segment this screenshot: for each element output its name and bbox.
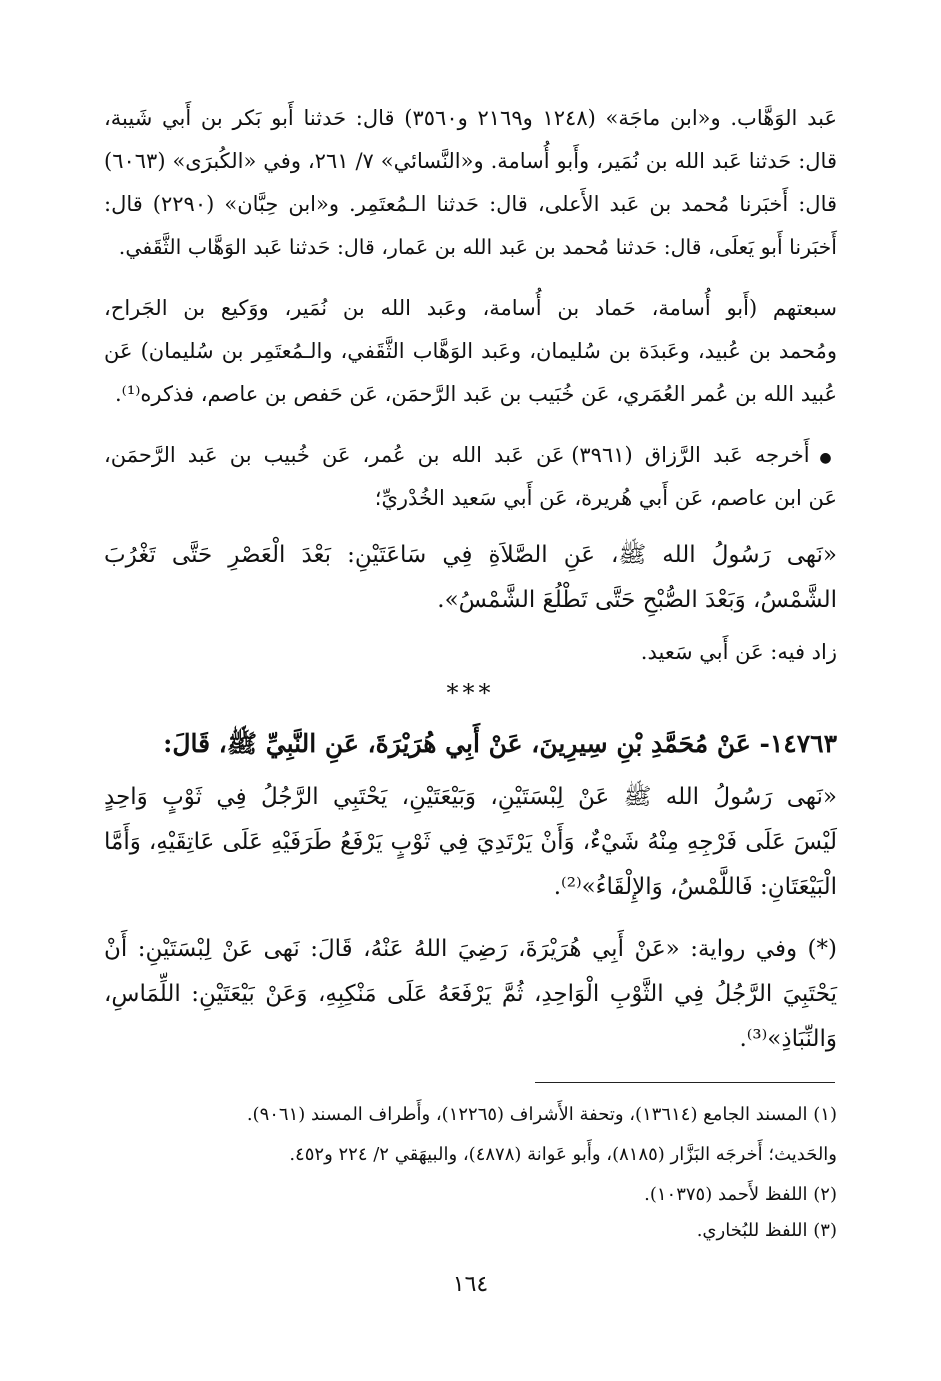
hadith-line: لَيْسَ عَلَى فَرْجِهِ مِنْهُ شَيْءٌ، وَأَنْ يَرْتَدِيَ فِي ثَوْبٍ يَرْفَعُ طَرَفَيْهِ عَلَى عَاتِقَيْهِ، وَأَمَّا [104, 829, 837, 855]
hadith-line: الْبَيْعَتَانِ: فَاللَّمْسُ، وَالإِلْقَاءُ»⁽²⁾. [553, 874, 837, 900]
footnote: (٢) اللفظ لأَحمد (١٠٣٧٥). [644, 1184, 837, 1205]
text-line: عَن ابن عاصم، عَن أَبي هُريرة، عَن أَبي سَعيد الخُدْريِّ؛ [374, 486, 837, 510]
text-line: قال: أَخبَرنا مُحمد بن عَبد الأَعلى، قال: حَدثنا الـمُعتَمِر. و«ابن حِبَّان» (٢٢٩٠) قال: [104, 192, 838, 216]
text-line: عَبد الوَهَّاب. و«ابن ماجَة» (١٢٤٨ و٢١٦٩ و٣٥٦٠) قال: حَدثنا أَبو بَكر بن أَبي شَيبة، [104, 106, 837, 130]
bullet-line: ● أَخرجه عَبد الرَّزاق (٣٩٦١) عَن عَبد الله بن عُمر، عَن خُبيب بن عَبد الرَّحمَن، [104, 435, 837, 478]
text-line: أَخبَرنا أَبو يَعلَى، قال: حَدثنا مُحمد بن عَبد الله بن عَمار، قال: حَدثنا عَبد الوَهَّاب الثَّقَفي. [118, 235, 837, 259]
hadith-line: «نَهى رَسُولُ الله ﷺ، عَنِ الصَّلاَةِ فِي سَاعَتَيْنِ: بَعْدَ الْعَصْرِ حَتَّى تَغْرُبَ [104, 542, 837, 568]
riwaya-line: وَالنِّبَاذِ»⁽³⁾. [739, 1026, 837, 1052]
hadith-heading: ١٤٧٦٣- عَنْ مُحَمَّدِ بْنِ سِيرِينَ، عَنْ أَبِي هُرَيْرَةَ، عَنِ النَّبِيِّ ﷺ، قَالَ: [163, 729, 837, 758]
footnote: (٣) اللفظ للبُخاري. [696, 1220, 837, 1241]
footnote-divider [535, 1082, 835, 1083]
hadith-line: «نَهى رَسُولُ الله ﷺ عَنْ لِبْسَتَيْنِ، وَبَيْعَتَيْنِ، يَحْتَبِي الرَّجُلُ فِي ثَوْبٍ وَاحِدٍ [104, 784, 837, 810]
riwaya-line: يَحْتَبِيَ الرَّجُلُ فِي الثَّوْبِ الْوَاحِدِ، ثُمَّ يَرْفَعَهُ عَلَى مَنْكِبِهِ، وَعَنْ بَيْعَتَيْنِ: اللِّمَاسِ، [104, 981, 837, 1007]
section-separator: *** [446, 679, 495, 707]
text-line: زاد فيه: عَن أَبي سَعيد. [640, 640, 837, 664]
footnote: (١) المسند الجامع (١٣٦١٤)، وتحفة الأَشراف (١٢٢٦٥)، وأَطراف المسند (٩٠٦١). [246, 1104, 837, 1125]
riwaya-line: (*) وفي رواية: «عَنْ أَبِي هُرَيْرَةَ، رَضِيَ اللهُ عَنْهُ، قَالَ: نَهى عَنْ لِبْسَتَيْنِ: أَنْ [104, 936, 837, 962]
text-line: سبعتهم (أَبو أُسامة، حَماد بن أُسامة، وعَبد الله بن نُمَير، ووَكيع بن الجَراح، [104, 296, 837, 320]
text-line: ومُحمد بن عُبيد، وعَبدَة بن سُليمان، وعَبد الوَهَّاب الثَّقَفي، والـمُعتَمِر بن سُليمان) عَن [104, 339, 837, 363]
text-line: عُبيد الله بن عُمر العُمَري، عَن خُبَيب بن عَبد الرَّحمَن، عَن حَفص بن عاصم، فذكره⁽¹⁾. [114, 382, 837, 406]
footnote: والحَديث؛ أَخرجَه البَزَّار (٨١٨٥)، وأَبو عَوانة (٤٨٧٨)، والبيهَقي ٢/ ٢٢٤ و٤٥٢. [289, 1144, 837, 1165]
hadith-line: الشَّمْسُ، وَبَعْدَ الصُّبْحِ حَتَّى تَطْلُعَ الشَّمْسُ». [437, 587, 837, 613]
page-number: ١٦٤ [452, 1272, 489, 1297]
text-line: قال: حَدثنا عَبد الله بن نُمَير، وأَبو أُسامة. و«النَّسائي» ٧/ ٢٦١، وفي «الكُبرَى» (٦٠٦٣) [104, 149, 837, 173]
